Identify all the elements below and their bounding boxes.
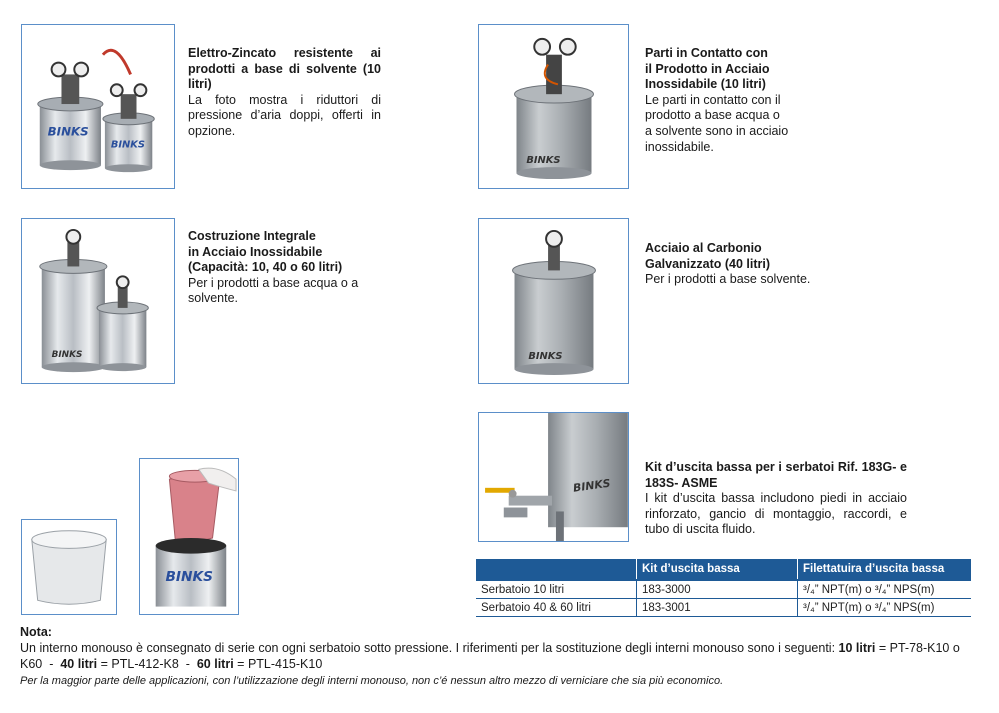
product-description: La foto mostra i riduttori di pressione d’aria doppi, offerti in opzione. [188,92,381,138]
product-photo-stainless-tanks [21,218,175,384]
product-description: I kit d’uscita bassa includono piedi in acciaio rinforzato, gancio di montaggio, raccordi, e tubo di uscita fluido. [645,491,907,537]
svg-text:BINKS: BINKS [110,139,146,151]
table-header: Kit d’uscita bassa [637,559,798,580]
outlet-kit-table [476,559,971,617]
product-description: Per i prodotti a base solvente. [645,272,811,287]
table-cell: 183-3001 [637,599,798,617]
note-italic: Per la maggior parte delle applicazioni, con l’utilizzazione degli interni monouso, non c’é nessun altro mezzo di verniciare che sia più economico. [20,675,724,687]
product-description: Per i prodotti a base acqua o a solvente. [188,275,359,306]
product-outlet-kit [645,460,907,538]
product-title: Parti in Contatto con il Prodotto in Acciaio Inossidabile (10 litri) [645,46,770,92]
product-photo-outlet-kit [478,412,629,542]
table-row [476,580,971,599]
svg-text:BINKS: BINKS [165,569,214,586]
product-zinc [188,46,381,140]
product-title: Kit d’uscita bassa per i serbatoi Rif. 183G- e 183S- ASME [645,460,907,490]
table-cell: Serbatoio 40 & 60 litri [476,599,637,617]
table-row [476,599,971,617]
table-cell: Serbatoio 10 litri [476,580,637,599]
table-cell: ³/₄” NPT(m) o ³/₄” NPS(m) [798,599,972,617]
table-cell: ³/₄” NPT(m) o ³/₄” NPS(m) [798,580,972,599]
product-stainless-integral [188,229,388,307]
svg-text:BINKS: BINKS [572,476,612,495]
table-header-row [476,559,971,580]
table-cell: 183-3000 [637,580,798,599]
product-galvanized [645,241,845,288]
product-stainless-parts [645,46,845,155]
note-section [20,624,980,689]
brand-logo: BINKS [47,124,89,139]
table-header [476,559,637,580]
product-photo-galvanized-tank [478,218,629,384]
photo-liner-insertion [139,458,239,615]
product-title: Acciaio al Carbonio Galvanizzato (40 litri) [645,241,771,271]
table-header: Filettatuira d’uscita bassa [798,559,972,580]
svg-text:BINKS: BINKS [526,155,561,167]
svg-text:BINKS: BINKS [528,351,563,363]
product-photo-zinc-tanks [21,24,175,189]
note-body: Un interno monouso è consegnato di serie con ogni serbatoio sotto pressione. I riferimenti per la sostituzione degli interni monouso sono i seguenti: 10 litri = PT-78-K10 o K60 - 40 litri = PTL-412-K8 - 60 litri = PTL-415-K10 [20,641,960,671]
product-photo-stainless-parts-tank [478,24,629,189]
product-title: Costruzione Integrale in Acciaio Inossidabile (Capacità: 10, 40 o 60 litri) [188,229,343,275]
svg-text:BINKS: BINKS [51,350,83,361]
note-title: Nota: [20,625,52,639]
product-description: Le parti in contatto con il prodotto a base acqua o a solvente sono in acciaio inossidabile. [645,92,789,154]
product-title: Elettro-Zincato resistente ai prodotti a base di solvente (10 litri) [188,46,381,92]
photo-disposable-liner [21,519,117,615]
